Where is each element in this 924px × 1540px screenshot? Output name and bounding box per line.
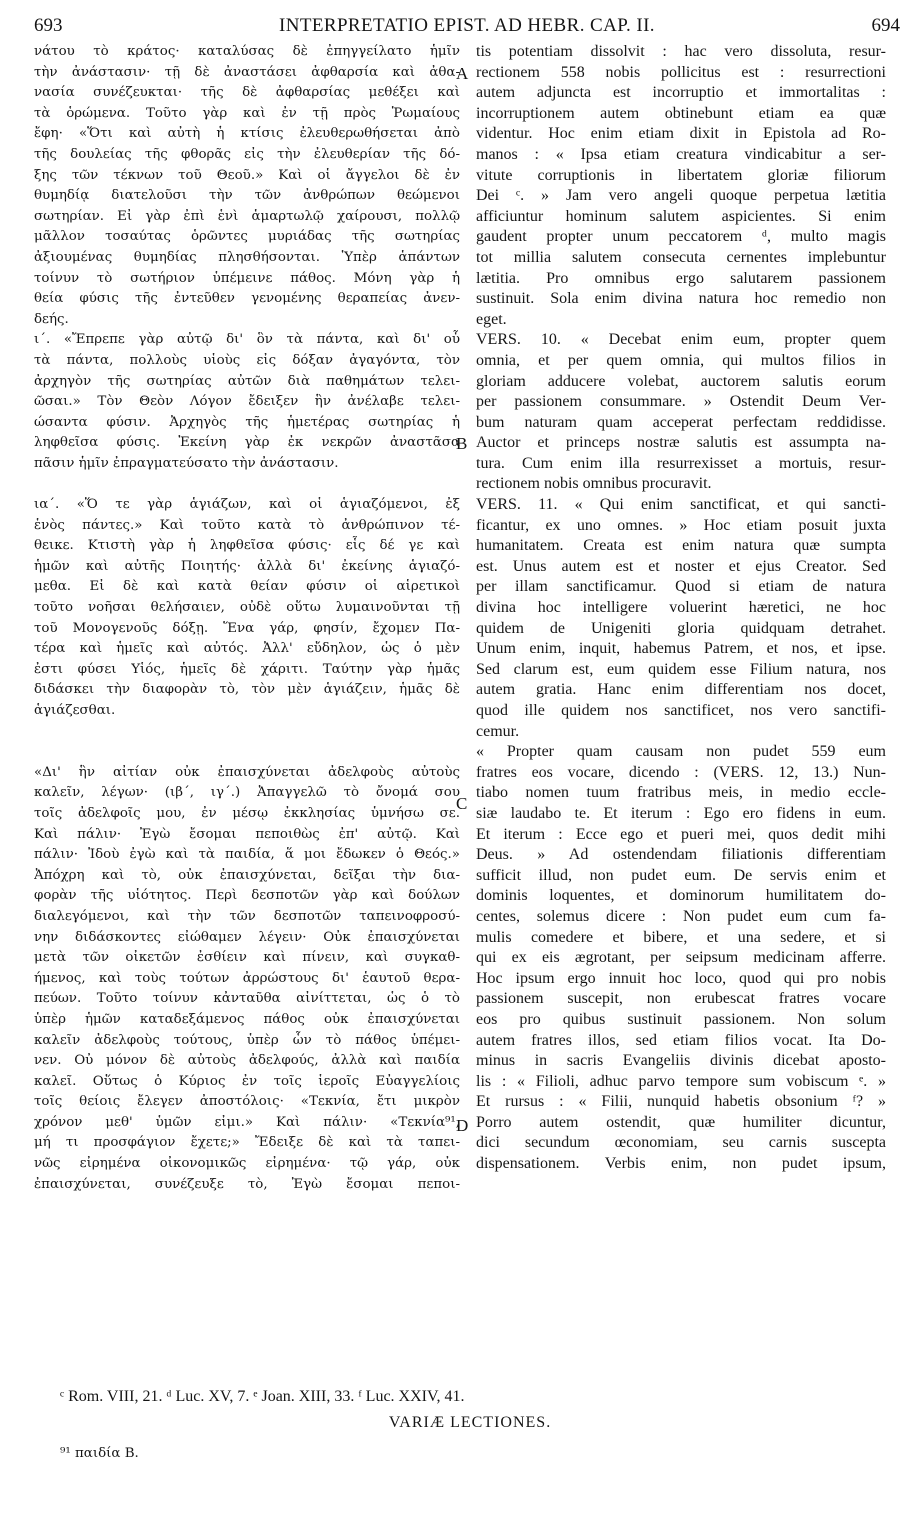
footnotes (60, 1388, 880, 1461)
text-line: ficantur, ex uno omnes. » Hoc etiam posuit juxta (476, 516, 886, 534)
text-line: φορὰν τῆς υἱότητος. Περὶ δεσποτῶν γὰρ καὶ δούλων (34, 888, 460, 904)
text-line: διαλεγόμενοι, καὶ τὴν τῶν δεσποτῶν ταπεινοφροσύ- (34, 908, 460, 924)
text-line: centes, solemus dicere : Non pudet eum cum fa- (476, 907, 886, 925)
text-line: tura. Cum enim illa resurrexisset a mortuis, resur- (476, 454, 886, 472)
text-line: δεής. (34, 311, 69, 327)
text-line: siæ laudabo te. Et iterum : Ego ero fidens in eum. (476, 804, 886, 822)
text-line: lætitia. Pro omnibus ergo salutarem passionem (476, 269, 886, 287)
text-line: ἑνὸς πάντες.» Καὶ τοῦτο κατὰ τὸ ἀνθρώπινον τέ- (34, 517, 460, 533)
text-line: ἡμῶν καὶ αὐτῆς Ποιητής· ἀλλὰ δι' ἐκείνης ἁγιαζό- (34, 558, 460, 574)
text-line: sustinuit. Sola enim divina natura hoc remedio non (476, 290, 886, 308)
text-line: Hoc ipsum ergo innuit hoc loco, quod qui pro nobis (476, 969, 886, 987)
blank-line (34, 474, 460, 495)
text-line: ια΄. «Ὅ τε γὰρ ἁγιάζων, καὶ οἱ ἁγιαζόμενοι, ἐξ (34, 497, 460, 513)
text-line: videntur. Hoc enim etiam dixit in Epistola ad Ro- (476, 125, 886, 143)
text-line: καλεῖν, λέγων· (ιβ΄, ιγ΄.) Ἀπαγγελῶ τὸ ὄνομά σου (34, 785, 460, 801)
text-line: χρόνον μεθ' ὑμῶν εἰμι.» Καὶ πάλιν· «Τεκνία⁹¹, (34, 1114, 460, 1130)
text-line: Et iterum : Ecce ego et pueri mei, quos dedit mihi (476, 825, 886, 843)
text-line: humanitatem. Creata est enim natura quæ sumpta (476, 537, 886, 555)
text-line: ἀξιουμένας θυμηδίας πλησθήσονται. Ὑπὲρ ἁπάντων (34, 249, 460, 265)
text-line: eget. (476, 310, 507, 328)
text-line: θυμηδίᾳ διατελοῦσι τὴν τῶν ἀνθρώπων θεώμενοι (34, 188, 460, 204)
text-line: fratres eos vocare, dicendo : (VERS. 12, 13.) Nun- (476, 763, 886, 781)
text-line: τῆς δουλείας τῆς φθορᾶς εἰς τὴν ἐλευθερίαν τῆς δό- (34, 146, 460, 162)
text-line: πάλιν· Ἰδοὺ ἐγὼ καὶ τὰ παιδία, ἅ μοι ἔδωκεν ὁ Θεός.» (34, 847, 460, 863)
text-line: incorruptionem autem obtinebunt etiam ea quæ (476, 104, 886, 122)
text-line: τὴν ἀνάστασιν· τῇ δὲ ἀναστάσει ἀφθαρσία καὶ ἀθα- (34, 64, 460, 80)
text-line: VERS. 11. « Qui enim sanctificat, et qui sancti- (476, 496, 886, 514)
text-line: τὰ πάντα, πολλοὺς υἱοὺς εἰς δόξαν ἀγαγόντα, τὸν (34, 352, 460, 368)
running-title: INTERPRETATIO EPIST. AD HEBR. CAP. II. (279, 15, 655, 36)
text-line: omnia, et per quem omnia, qui multos filios in (476, 351, 886, 369)
text-line: μεθα. Εἰ δὲ καὶ κατὰ θείαν φύσιν οἱ αἱρετικοὶ (34, 579, 460, 595)
text-line: διδάσκει τὴν διαφορὰν τὸ, τὸν μὲν ἁγιάζειν, ἡμᾶς δὲ (34, 682, 460, 698)
text-line: Dei ᶜ. » Jam vero angeli quoque perpetua lætitia (476, 187, 886, 205)
text-line: σωτηρίαν. Εἰ γὰρ ἐπὶ ἑνὶ ἁμαρτωλῷ χαίρουσι, πολλῷ (34, 208, 460, 224)
text-line: τοίνυν τὸ σωτήριον ὑπέμεινε πάθος. Μόνη γὰρ ἡ (34, 270, 460, 286)
text-line: ξης τῶν τέκνων τοῦ Θεοῦ.» Καὶ οἱ ἄγγελοι δὲ ἐν (34, 167, 460, 183)
text-line: tis potentiam dissolvit : hac vero dissoluta, resur- (476, 43, 886, 60)
text-line: « Propter quam causam non pudet 559 eum (476, 743, 886, 761)
text-line: rectionem nobis omnibus procuravit. (476, 475, 712, 493)
text-line: rectionem 558 nobis pollicitus est : resurrectioni (476, 63, 886, 81)
text-line: τοῦτο νοῆσαι θελήσαιεν, οὐδὲ οὕτω λυμαινοῦνται τῇ (34, 600, 460, 616)
text-line: VERS. 10. « Decebat enim eum, propter quem (476, 331, 886, 349)
text-line: dominis loquentes, et dominorum humilitatem do- (476, 887, 886, 905)
text-line: ἐπαισχύνεται, συνέζευξε τὸ, Ἐγὼ ἔσομαι πεποι- (34, 1176, 460, 1192)
section-marker-c: C (456, 794, 468, 813)
text-line: Sed clarum est, eum quidem esse Filium natura, nos (476, 660, 886, 678)
scripture-references: ᶜ Rom. VIII, 21. ᵈ Luc. XV, 7. ᵉ Joan. XIII, 33. ᶠ Luc. XXIV, 41. (60, 1388, 465, 1405)
blank-line (34, 722, 460, 743)
text-line: divina hoc intelligere voluerint hæretici, ne hoc (476, 599, 886, 617)
text-line: manos : « Ipsa etiam creatura vindicabitur a ser- (476, 145, 886, 163)
text-line: Ἀπόχρη καὶ τὸ, οὐκ ἐπαισχύνεται, δεῖξαι τὴν δια- (34, 867, 460, 883)
text-line: autem fratres illos, sed etiam filios vocat. Ita Do- (476, 1031, 886, 1049)
text-line: Unum enim, inquit, habemus Patrem, et nos, et ipse. (476, 640, 886, 658)
text-line: est. Unus autem est et noster et ejus Creator. Sed (476, 557, 886, 575)
text-line: Et rursus : « Filii, nunquid habetis obsonium ᶠ? » (476, 1093, 886, 1111)
text-line: καλεῖν ἀδελφοὺς τούτους, ὑπὲρ ὧν τὸ πάθος ὑπέμει- (34, 1032, 460, 1048)
text-line: afficiuntur hominum salutem aspicientes. Si enim (476, 207, 886, 225)
page-number-left: 693 (34, 15, 63, 36)
text-line: μή τι προσφάγιον ἔχετε;» Ἔδειξε δὲ καὶ τὰ ταπει- (34, 1135, 460, 1151)
section-marker-d: D (456, 1116, 469, 1135)
text-line: νασία συνέζευκται· τῆς δὲ ἀφθαρσίας μεθέξει καὶ (34, 85, 460, 101)
text-line: dispensationem. Verbis enim, non pudet ipsum, (476, 1155, 886, 1173)
text-line: ἐστι φύσει Υἱός, ἡμεῖς δὲ χάριτι. Ταύτην γὰρ ἡμᾶς (34, 661, 460, 677)
text-line: passionem suscepit, non erubescat fratres vocare (476, 990, 886, 1008)
text-line: lis : « Filioli, adhuc parvo tempore sum vobiscum ᵉ. » (476, 1072, 886, 1090)
text-line: τοῖς ἀδελφοῖς μου, ἐν μέσῳ ἐκκλησίας ὑμνήσω σε. (34, 805, 460, 821)
text-line: νεν. Οὐ μόνον δὲ αὐτοὺς ἀδελφούς, ἀλλὰ καὶ παιδία (34, 1053, 460, 1069)
text-line: autem gratia. Hanc enim differentiam nos docet, (476, 681, 886, 699)
text-line: ῶσαι.» Τὸν Θεὸν Λόγον ἔδειξεν ἣν ἀνέλαβε τελει- (34, 394, 460, 410)
text-line: Deus. » Ad ostendendam filiationis differentiam (476, 846, 886, 864)
text-line: dici secundum œconomiam, seu carnis suscepta (476, 1134, 886, 1152)
text-line: ώσαντα φύσιν. Ἀρχηγὸς τῆς ἡμετέρας σωτηρίας ἡ (34, 414, 460, 430)
text-line: tiabo nomen tuum fratribus meis, in medio eccle- (476, 784, 886, 802)
text-line: mulis comedere et bibere, et una sedere, et si (476, 928, 886, 946)
latin-column (476, 42, 886, 1175)
text-line: Auctor et princeps nostræ salutis est assumpta na- (476, 434, 886, 452)
text-line: quidem de Unigeniti gloria quidquam detrahet. (476, 619, 886, 637)
text-line: autem adjuncta est incorruptio et immortalitas : (476, 84, 886, 102)
section-marker-a: A (456, 64, 469, 83)
text-line: eos pro quibus sustinuit passionem. Non solum (476, 1010, 886, 1028)
text-line: gaudent propter unum peccatorem ᵈ, multo magis (476, 228, 886, 246)
text-line: καλεῖ. Οὕτως ὁ Κύριος ἐν τοῖς ἱεροῖς Εὐαγγελίοις (34, 1073, 460, 1089)
text-line: τοῦ Μονογενοῦς δόξῃ. Ἕνα γάρ, φησίν, ἔχομεν Πα- (34, 620, 460, 636)
text-line: vitute corruptionis in libertatem gloriæ filiorum (476, 166, 886, 184)
text-line: ἀρχηγὸν τῆς σωτηρίας αὐτῶν διὰ παθημάτων τελει- (34, 373, 460, 389)
blank-line (34, 742, 460, 763)
text-line: ἔφη· «Ὅτι καὶ αὐτὴ ἡ κτίσις ἐλευθερωθήσεται ἀπὸ (34, 126, 460, 142)
text-line: θεία φύσις τῆς ἐντεῦθεν γενομένης θεραπείας ἀνεν- (34, 291, 460, 307)
text-line: μᾶλλον τοσαύτας ὁρῶντες μυριάδας τῆς σωτηρίας (34, 229, 460, 245)
text-line: sufficit illud, non pudet eum. De servis enim et (476, 866, 886, 884)
text-line: πεύων. Τοῦτο τοίνυν κἀνταῦθα αἰνίττεται, ὡς ὁ τὸ (34, 991, 460, 1007)
text-line: qui ex eis ægrotant, per seipsum medicinam afferre. (476, 949, 886, 967)
text-line: bum naturam quam acceperat perfectam reddidisse. (476, 413, 886, 431)
text-line: per passionem consummare. » Ostendit Deum Ver- (476, 393, 886, 411)
text-line: Καὶ πάλιν· Ἐγὼ ἔσομαι πεποιθὼς ἐπ' αὐτῷ. Καὶ (34, 826, 460, 842)
page-number-right: 694 (871, 15, 900, 36)
text-line: πᾶσιν ἡμῖν ἐπραγματεύσατο τὴν ἀνάστασιν. (34, 455, 339, 471)
text-line: νάτου τὸ κράτος· καταλύσας δὲ ἐπηγγείλατο ἡμῖν (34, 44, 460, 59)
text-line: quod ille quidem nos sanctificet, nos vero sanctifi- (476, 702, 886, 719)
text-line: ἁγιάζεσθαι. (34, 703, 116, 718)
text-line: τέρα καὶ ἡμεῖς καὶ αὐτός. Ἀλλ' εὔδηλον, ὡς ὁ μὲν (34, 641, 460, 657)
text-line: ήμενος, καὶ τοὺς τούτων ἀρρώστους δι' ἑαυτοῦ θερα- (34, 970, 460, 986)
text-line: ι΄. «Ἔπρεπε γὰρ αὐτῷ δι' ὃν τὰ πάντα, καὶ δι' οὗ (34, 332, 460, 348)
text-line: νῶς εἰρημένα οἰκονομικῶς εἰρημένα· τῷ γάρ, οὐκ (34, 1156, 460, 1172)
text-line: per illam sanctificamur. Quod si etiam de natura (476, 578, 886, 596)
text-line: «Δι' ἣν αἰτίαν οὐκ ἐπαισχύνεται ἀδελφοὺς αὐτοὺς (34, 764, 460, 780)
variae-lectiones-title: VARIÆ LECTIONES. (388, 1414, 552, 1431)
variant-reading: ⁹¹ παιδία B. (60, 1446, 139, 1461)
text-line: ληφθεῖσα φύσις. Ἐκείνη γὰρ ἐκ νεκρῶν ἀναστᾶσα (34, 435, 460, 451)
text-line: τὰ ὁρώμενα. Τοῦτο γὰρ καὶ ἐν τῇ πρὸς Ῥωμαίους (34, 105, 460, 121)
text-line: gloriam adducere volebat, auctorem salutis eorum (476, 372, 886, 390)
text-line: μετὰ τῶν οἰκετῶν ἐσθίειν καὶ πίνειν, καὶ συγκαθ- (34, 950, 460, 966)
text-line: ὑπὲρ ἡμῶν καταδεξάμενος πάθος οὐκ ἐπαισχύνεται (34, 1011, 460, 1027)
running-header (34, 10, 900, 42)
text-line: τοῖς θείοις ἔλεγεν ἀποστόλοις· «Τεκνία, ἔτι μικρὸν (34, 1094, 460, 1110)
text-line: tot millia salutem consecuta cernentes implebuntur (476, 248, 886, 266)
text-line: νην διδάσκοντες εἰώθαμεν λέγειν· Οὐκ ἐπαισχύνεται (34, 929, 460, 945)
greek-column (34, 42, 460, 1195)
text-line: cemur. (476, 722, 520, 740)
text-line: θεικε. Κτιστὴ γὰρ ἡ ληφθεῖσα φύσις· εἷς δέ γε καὶ (34, 538, 460, 554)
text-line: minus in sacris Evangeliis divinis dicebat aposto- (476, 1052, 886, 1070)
text-line: Porro autem ostendit, quæ humiliter dicuntur, (476, 1113, 886, 1131)
section-marker-b: B (456, 434, 468, 453)
